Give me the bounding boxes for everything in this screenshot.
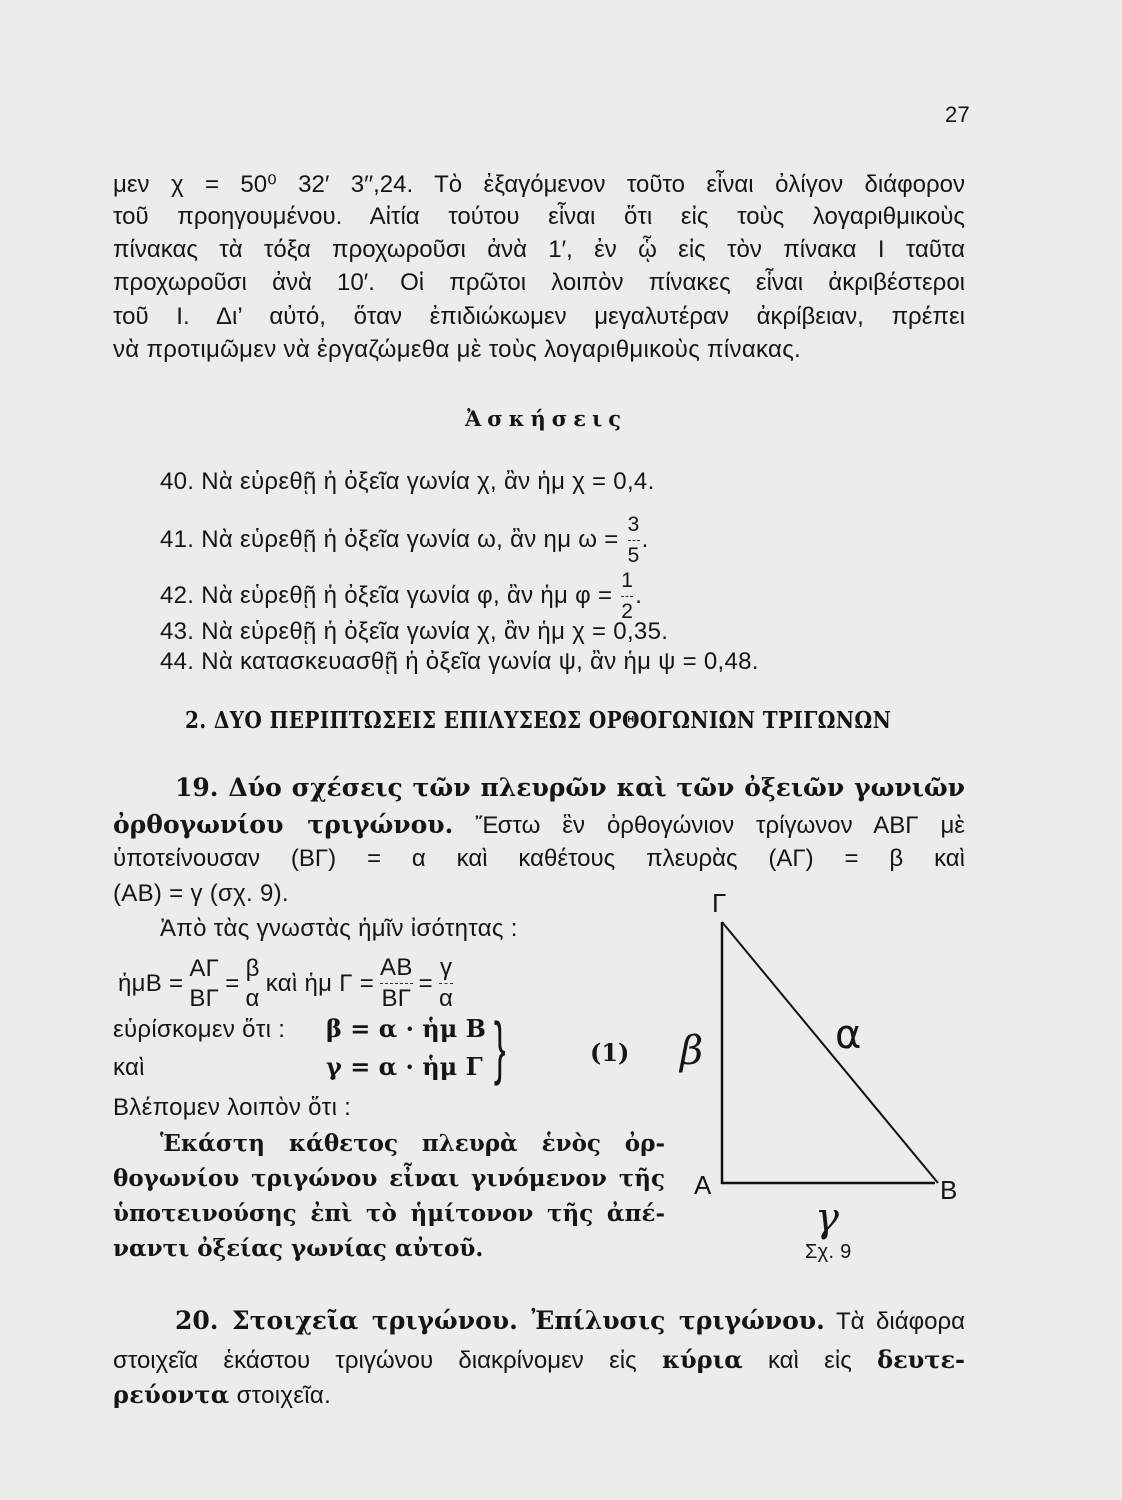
denominator: 2	[621, 600, 634, 623]
term-deutereuonta-cont: ρεύοντα	[113, 1380, 230, 1409]
numerator: γ	[439, 953, 453, 984]
denominator: α	[245, 984, 260, 1012]
exercise-text: 41. Νὰ εὑρεθῇ ἡ ὀξεῖα γωνία ω, ἂν ημ ω =	[160, 525, 626, 553]
text-line: (ΑΒ) = γ (σχ. 9).	[113, 880, 289, 907]
text-line: ὑποτείνουσαν (ΒΓ) = α καὶ καθέτους πλευρὰς (ΑΓ) = β καὶ	[113, 845, 965, 872]
page-number: 27	[945, 102, 971, 127]
text-line: Ἀπὸ τὰς γνωστὰς ἡμῖν ἰσότητας :	[160, 915, 518, 942]
section-19-title: 19. Δύο σχέσεις τῶν πλευρῶν καὶ τῶν ὀξειῶν γωνιῶν	[175, 773, 965, 802]
eq-mid: καὶ ἡμ Γ =	[265, 969, 375, 997]
exercise-43: 43. Νὰ εὑρεθῇ ἡ ὀξεῖα γωνία χ, ἂν ἡμ χ = 0,35.	[160, 618, 669, 645]
section-19-title-cont: ὀρθογωνίου τριγώνου.	[113, 810, 454, 839]
side-label-a: α	[835, 1012, 862, 1058]
term-deutereuonta: δευτε-	[877, 1345, 966, 1374]
denominator: α	[439, 985, 454, 1012]
side-label-g: γ	[815, 1195, 839, 1241]
exercise-text: 42. Νὰ εὑρεθῇ ἡ ὀξεῖα γωνία φ, ἂν ἡμ φ =	[160, 581, 620, 609]
vertex-label-a: Α	[694, 1170, 712, 1200]
rule-line: ναντι ὀξείας γωνίας αὐτοῦ.	[113, 1235, 484, 1262]
numerator: ΑΓ	[189, 954, 220, 982]
rule-line: ὑποτεινούσης ἐπὶ τὸ ἡμίτονον τῆς ἀπέ-	[113, 1200, 665, 1227]
figure-caption: Σχ. 9	[805, 1241, 852, 1263]
section-20-title: 20. Στοιχεῖα τριγώνου. Ἐπίλυσις τριγώνου.	[175, 1306, 825, 1335]
text-line: πίνακας τὰ τόξα προχωροῦσι ἀνὰ 1′, ἐν ᾧ εἰς τὸν πίνακα Ι ταῦτα	[113, 236, 965, 263]
denominator: ΒΓ	[381, 985, 412, 1012]
denominator: 5	[627, 544, 640, 567]
text-line: Βλέπομεν λοιπὸν ὅτι :	[113, 1094, 352, 1121]
numerator: ΑΒ	[380, 953, 413, 984]
find-label: εὑρίσκομεν ὅτι :	[113, 1016, 286, 1043]
text-line: νὰ προτιμῶμεν νὰ ἐργαζώμεθα μὲ τοὺς λογαριθμικοὺς πίνακας.	[113, 336, 802, 363]
section-20-line2	[113, 1345, 965, 1375]
brace-icon: }	[493, 1008, 506, 1086]
formula-2: γ = α · ἡμ Γ	[326, 1052, 483, 1081]
formula-1: β = α · ἡμ Β	[326, 1014, 486, 1043]
text: καὶ εἰς	[767, 1347, 852, 1374]
rule-line: θογωνίου τριγώνου εἶναι γινόμενον τῆς	[113, 1165, 665, 1192]
text-line: τοῦ προηγουμένου. Αἰτία τούτου εἶναι ὅτι εἰς τοὺς λογαριθμικοὺς	[113, 203, 965, 230]
text: Τὰ διάφορα	[835, 1308, 966, 1335]
term-kyria: κύρια	[661, 1345, 743, 1374]
numerator: β	[245, 954, 260, 982]
punct: .	[635, 581, 643, 609]
numerator: 1	[621, 566, 633, 597]
section-heading: 2. ΔΥΟ ΠΕΡΙΠΤΩΣΕΙΣ ΕΠΙΛΥΣΕΩΣ ΟΡΘΟΓΩΝΙΩΝ ΤΡΙΓΩΝΩΝ	[185, 707, 892, 734]
formula-number: (1)	[590, 1038, 630, 1067]
exercises-title: Ἀσκήσεις	[465, 406, 627, 431]
text-line: προχωροῦσι ἀνὰ 10′. Οἱ πρῶτοι λοιπὸν πίνακες εἶναι ἀκριβέστεροι	[113, 269, 965, 296]
equals: =	[225, 969, 240, 997]
exercise-44: 44. Νὰ κατασκευασθῇ ἡ ὀξεῖα γωνία ψ, ἂν ἡμ ψ = 0,48.	[160, 648, 759, 675]
equals: =	[418, 969, 433, 997]
denominator: ΒΓ	[189, 984, 220, 1012]
triangle-hypotenuse	[722, 922, 938, 1183]
section-20-line1	[175, 1306, 965, 1336]
text-line: τοῦ Ι. Δι’ αὐτό, ὅταν ἐπιδιώκωμεν μεγαλυτέραν ἀκρίβειαν, πρέπει	[113, 303, 965, 330]
side-label-b: β	[680, 1028, 704, 1074]
section-20-line3	[113, 1380, 331, 1410]
rule-line: Ἑκάστη κάθετος πλευρὰ ἑνὸς ὀρ-	[160, 1130, 665, 1157]
numerator: 3	[628, 510, 640, 541]
exercise-40: 40. Νὰ εὑρεθῇ ἡ ὀξεῖα γωνία χ, ἂν ἡμ χ = 0,4.	[160, 468, 655, 495]
text-line: μεν χ = 50⁰ 32′ 3′′,24. Τὸ ἐξαγόμενον τοῦτο εἶναι ὀλίγον διάφορον	[113, 171, 965, 198]
punct: .	[641, 525, 649, 553]
text: στοιχεῖα ἑκάστου τριγώνου διακρίνομεν εἰς	[113, 1347, 637, 1374]
text: Ἔστω ἓν ὀρθογώνιον τρίγωνον ΑΒΓ μὲ	[475, 812, 965, 839]
and-label: καὶ	[113, 1054, 145, 1081]
vertex-label-g: Γ	[712, 888, 727, 918]
text: στοιχεῖα.	[236, 1382, 332, 1409]
eq-lhs: ἡμΒ =	[118, 969, 184, 997]
vertex-label-b: Β	[940, 1175, 958, 1205]
